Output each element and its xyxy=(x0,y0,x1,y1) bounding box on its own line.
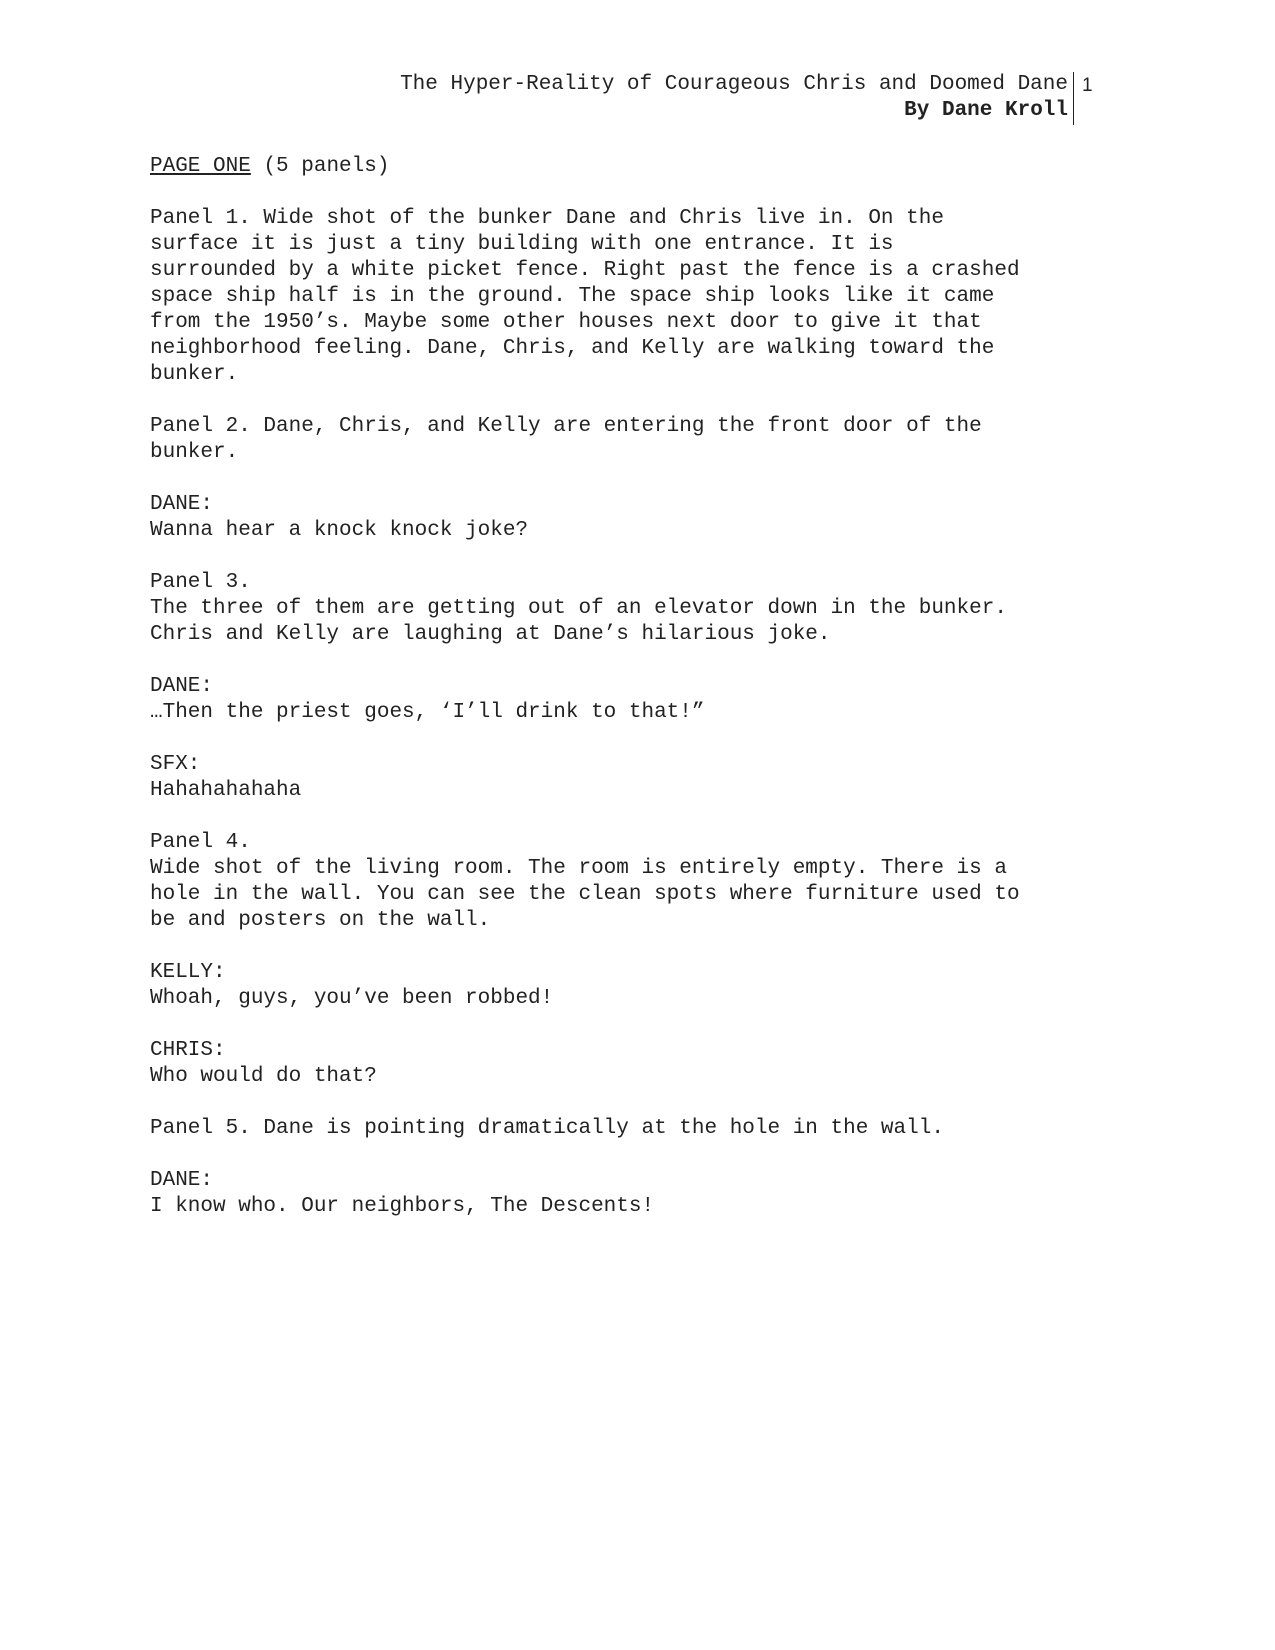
script-line: …Then the priest goes, ‘I’ll drink to that!” xyxy=(150,701,705,724)
script-line: surface it is just a tiny building with one entrance. It is xyxy=(150,233,894,256)
panel-description xyxy=(150,570,1110,648)
panel-count: (5 panels) xyxy=(263,155,390,178)
script-line: The three of them are getting out of an elevator down in the bunker. xyxy=(150,597,1007,620)
page-header xyxy=(400,72,1068,124)
script-line: Chris and Kelly are laughing at Dane’s hilarious joke. xyxy=(150,623,831,646)
script-blocks xyxy=(150,206,1110,1220)
script-line: hole in the wall. You can see the clean spots where furniture used to xyxy=(150,883,1020,906)
header-divider xyxy=(1073,72,1074,125)
script-line: I know who. Our neighbors, The Descents! xyxy=(150,1195,655,1218)
panel-description xyxy=(150,830,1110,934)
dialogue-block xyxy=(150,674,1110,726)
document-title: The Hyper-Reality of Courageous Chris and Doomed Dane xyxy=(400,73,1068,96)
dialogue-block xyxy=(150,1168,1110,1220)
script-line: Who would do that? xyxy=(150,1065,377,1088)
panel-description xyxy=(150,1116,1110,1142)
page-number: 1 xyxy=(1082,75,1093,96)
page-heading xyxy=(150,154,1110,180)
script-line: bunker. xyxy=(150,441,239,464)
script-line: Panel 4. xyxy=(150,831,251,854)
script-line: be and posters on the wall. xyxy=(150,909,491,932)
script-line: space ship half is in the ground. The space ship looks like it came xyxy=(150,285,995,308)
script-line: bunker. xyxy=(150,363,239,386)
panel-description xyxy=(150,206,1110,388)
script-line: Wanna hear a knock knock joke? xyxy=(150,519,529,542)
dialogue-block xyxy=(150,752,1110,804)
speaker-label: SFX: xyxy=(150,753,201,776)
speaker-label: DANE: xyxy=(150,675,214,698)
script-line: Panel 5. Dane is pointing dramatically at the hole in the wall. xyxy=(150,1117,944,1140)
script-line: Panel 3. xyxy=(150,571,251,594)
author-line: By Dane Kroll xyxy=(904,99,1068,122)
speaker-label: DANE: xyxy=(150,1169,214,1192)
dialogue-block xyxy=(150,1038,1110,1090)
speaker-label: KELLY: xyxy=(150,961,226,984)
script-line: from the 1950’s. Maybe some other houses next door to give it that xyxy=(150,311,982,334)
speaker-label: CHRIS: xyxy=(150,1039,226,1062)
script-line: Wide shot of the living room. The room is entirely empty. There is a xyxy=(150,857,1007,880)
script-body xyxy=(150,154,1110,1246)
speaker-label: DANE: xyxy=(150,493,214,516)
script-line: Whoah, guys, you’ve been robbed! xyxy=(150,987,554,1010)
script-line: surrounded by a white picket fence. Right past the fence is a crashed xyxy=(150,259,1020,282)
panel-description xyxy=(150,414,1110,466)
script-line: neighborhood feeling. Dane, Chris, and Kelly are walking toward the xyxy=(150,337,995,360)
script-line: Panel 1. Wide shot of the bunker Dane and Chris live in. On the xyxy=(150,207,944,230)
dialogue-block xyxy=(150,960,1110,1012)
script-line: Hahahahahaha xyxy=(150,779,302,802)
dialogue-block xyxy=(150,492,1110,544)
page-heading-label: PAGE ONE xyxy=(150,155,251,178)
script-line: Panel 2. Dane, Chris, and Kelly are entering the front door of the xyxy=(150,415,982,438)
